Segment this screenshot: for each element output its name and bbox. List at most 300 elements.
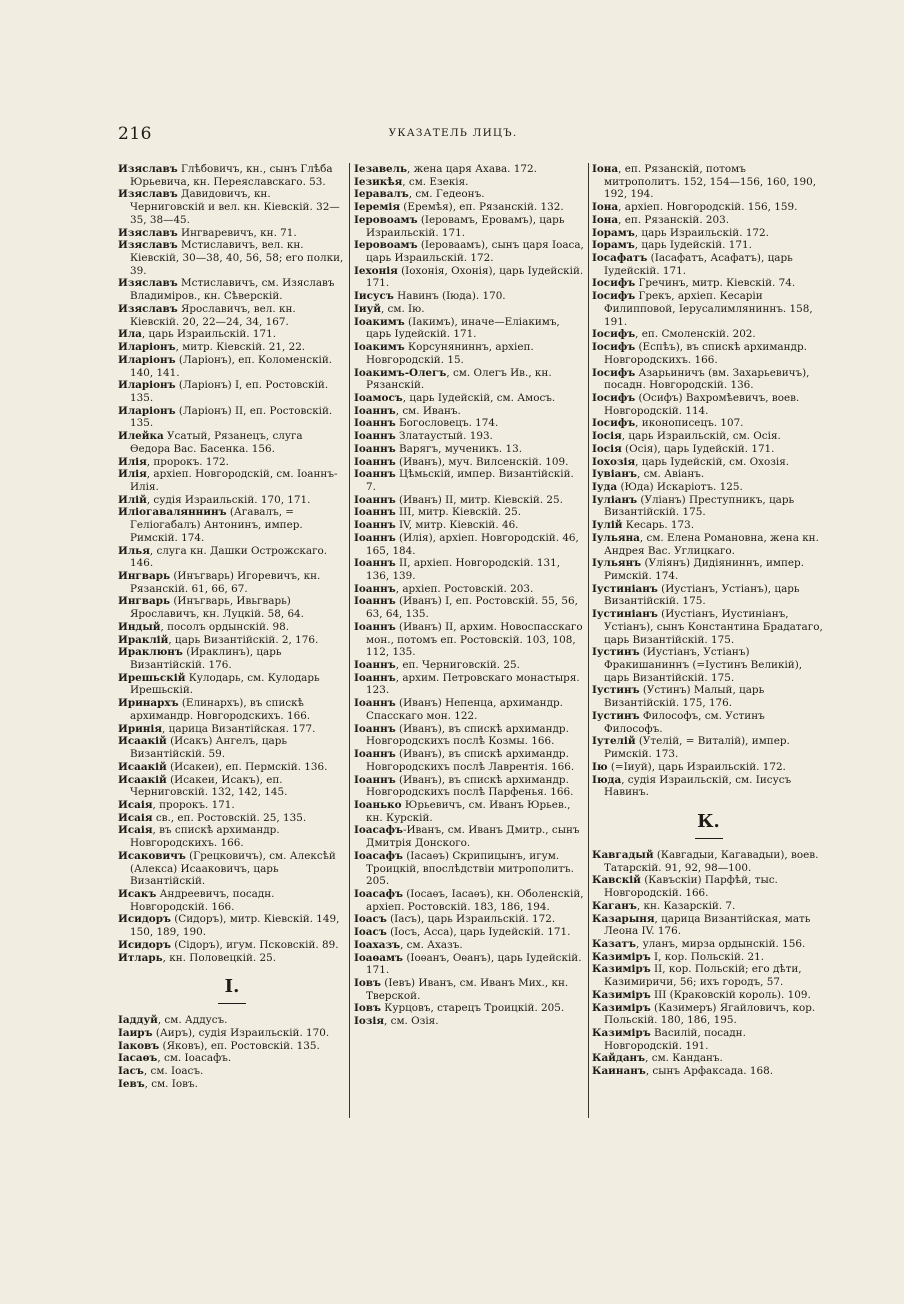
entry-text: (Сідоръ), игум. Псковскій. 89. <box>170 938 339 951</box>
entry-text: (Иванъ) II, митр. Кіевскій. 25. <box>395 493 563 506</box>
column-rule <box>349 163 350 1118</box>
entry-headword: Ію <box>592 760 608 773</box>
entry-headword: Кайданъ <box>592 1052 646 1065</box>
index-entry <box>592 849 825 874</box>
entry-text: , см. Ію. <box>380 302 425 315</box>
entry-text: Глѣбовичъ, кн., сынъ Глѣба Юрьевича, кн. Переяславскаго. 53. <box>130 163 333 188</box>
entry-text: (Іоѳанъ, Оѳанъ), царь Іудейскій. 171. <box>366 951 582 977</box>
entry-text: I, кор. Польскій. 21. <box>650 950 765 963</box>
entry-text: Давидовичъ, кн. Черниговскій и вел. кн. Кіевскій. 32—35, 38—45. <box>130 188 340 226</box>
entry-headword: Казиміръ <box>592 1001 651 1014</box>
entry-headword: Каинанъ <box>592 1065 646 1078</box>
section-letter-heading: К. <box>697 810 720 832</box>
index-entry <box>354 176 586 189</box>
entry-headword: Іоаннъ <box>354 697 396 710</box>
entry-text: , еп. Черниговскій. 25. <box>395 659 520 672</box>
entry-text: , сынъ Арфаксада. 168. <box>645 1065 774 1078</box>
index-entry <box>118 761 346 774</box>
index-entry <box>592 443 825 456</box>
index-entry <box>118 697 346 722</box>
entry-text: , архіеп. Ростовскій. 203. <box>395 582 534 595</box>
entry-headword: Іаиръ <box>118 1027 153 1039</box>
entry-headword: Іустинъ <box>592 684 640 697</box>
entry-headword: Изяславъ <box>118 239 178 252</box>
entry-headword: Ила <box>118 328 142 341</box>
index-entry <box>118 354 346 379</box>
index-entry <box>592 583 825 608</box>
entry-headword: Ингварь <box>118 595 171 608</box>
entry-headword: Іосифъ <box>592 417 636 430</box>
entry-text: Златаустый. 193. <box>395 430 493 443</box>
entry-headword: Іоаннъ <box>354 430 396 443</box>
entry-text: (Іосаѳъ, Іасаѳъ), кн. Оболенскій, архіеп. Ростовскій. 183, 186, 194. <box>366 887 584 913</box>
index-entry <box>592 710 825 735</box>
entry-text: , см. Езекія. <box>402 175 469 188</box>
entry-text: , см. Іоасафъ. <box>157 1052 232 1065</box>
index-entry <box>118 1027 346 1040</box>
index-entry <box>118 723 346 736</box>
entry-headword: Іоаннъ <box>354 404 396 417</box>
index-entry <box>354 316 586 341</box>
entry-headword: Илія <box>118 455 147 468</box>
entry-text: Мстиславичъ, см. Изяславъ Владиміров., кн. Сѣверскій. <box>130 277 335 303</box>
entry-text: III (Краковскій король). 109. <box>650 988 811 1001</box>
entry-text: (Сидоръ), митр. Кіевскій. 149, 150, 189, 190. <box>130 913 340 939</box>
entry-headword: Іосифъ <box>592 366 636 379</box>
index-entry <box>592 277 825 290</box>
entry-text: , см. Иванъ. <box>395 404 461 417</box>
entry-text: (Устинъ) Малый, царь Византійскій. 175, 176. <box>604 684 765 710</box>
entry-headword: Іоасъ <box>354 913 387 926</box>
entry-headword: Іезикѣя <box>354 175 403 188</box>
index-entry <box>592 494 825 519</box>
index-entry <box>354 405 586 418</box>
entry-text: , см. Іовъ. <box>144 1077 198 1090</box>
entry-headword: Изяславъ <box>118 163 178 175</box>
entry-text: (Іасъ), царь Израильскій. 172. <box>386 913 556 926</box>
entry-headword: Іезавель <box>354 163 408 175</box>
index-entry <box>354 188 586 201</box>
index-entry <box>118 1052 346 1065</box>
index-entry <box>592 1002 825 1027</box>
index-entry <box>592 252 825 277</box>
index-entry <box>118 239 346 277</box>
index-entry <box>118 1078 346 1091</box>
entry-headword: Іоаннъ <box>354 671 396 684</box>
entry-text: (Ларіонъ) I, еп. Ростовскій. 135. <box>130 379 329 404</box>
index-entry <box>118 672 346 697</box>
entry-text: (Иванъ), въ спискѣ архимандр. Новгородскихъ послѣ Козмы. 166. <box>366 722 569 748</box>
entry-headword: Иларіонъ <box>118 379 176 392</box>
entry-text: Навинъ (Іюда). 170. <box>393 290 506 303</box>
entry-text: (Инъгварь, Ивьгварь) Ярославичъ, кн. Луцкій. 58, 64. <box>130 595 304 621</box>
entry-headword: Іорамъ <box>592 226 635 239</box>
section-divider <box>218 1003 246 1004</box>
index-entry <box>118 506 346 544</box>
entry-headword: Изяславъ <box>118 302 178 315</box>
entry-text: Богословецъ. 174. <box>395 417 499 430</box>
entry-headword: Іоасафъ <box>354 887 403 900</box>
entry-text: (Осія), царь Іудейскій. 171. <box>621 442 775 455</box>
index-entry <box>354 621 586 659</box>
entry-headword: Іоаннъ <box>354 417 396 430</box>
index-entry <box>118 735 346 760</box>
entry-text: (Иустіанъ, Устіанъ) Фракишаниннъ (=Іустинъ Великій), царь Византійскій. 175. <box>604 646 803 684</box>
index-entry <box>118 163 346 188</box>
entry-text: , царь Израильскій. 171. <box>141 328 277 341</box>
entry-text: , см. Авіанъ. <box>637 468 705 481</box>
index-entry <box>592 367 825 392</box>
entry-headword: Кавскій <box>592 874 641 887</box>
entry-headword: Ираклюнъ <box>118 646 183 659</box>
entry-headword: Іоасъ <box>354 926 387 939</box>
entry-text: (Илія), архіеп. Новгородскій. 46, 165, 184. <box>366 531 579 557</box>
index-entry <box>592 900 825 913</box>
entry-headword: Іоанько <box>354 798 402 811</box>
entry-text: (Іосъ, Асса), царь Іудейскій. 171. <box>386 926 571 939</box>
index-entry <box>118 595 346 620</box>
entry-text: (Осифъ) Вахромѣевичъ, воев. Новгородскій. 114. <box>604 391 800 417</box>
entry-headword: Казиміръ <box>592 963 651 976</box>
entry-headword: Іулій <box>592 519 623 532</box>
entry-text: , иконописецъ. 107. <box>635 417 744 430</box>
entry-text: св., еп. Ростовскій. 25, 135. <box>152 811 307 824</box>
index-entry <box>354 697 586 722</box>
entry-headword: Іевъ <box>118 1077 145 1090</box>
index-entry <box>354 367 586 392</box>
index-entry <box>354 595 586 620</box>
index-entry <box>592 684 825 709</box>
entry-headword: Іувіанъ <box>592 468 637 481</box>
entry-headword: Іорамъ <box>592 239 635 252</box>
entry-text: , см. Олегъ Ив., кн. Рязанскій. <box>366 366 552 392</box>
index-entry <box>592 290 825 328</box>
index-entry <box>118 634 346 647</box>
entry-headword: Іульянъ <box>592 557 642 570</box>
entry-text: (Казимеръ) Ягайловичъ, кор. Польскій. 180, 186, 195. <box>604 1001 816 1027</box>
index-entry <box>118 646 346 671</box>
entry-headword: Іутелій <box>592 735 636 748</box>
entry-headword: Казарыня <box>592 912 655 925</box>
entry-text: , жена царя Ахава. 172. <box>407 163 537 175</box>
entry-headword: Іосія <box>592 430 622 443</box>
entry-text: , см. Ахазъ. <box>400 938 463 951</box>
entry-text: (Іевъ) Иванъ, см. Иванъ Мих., кн. Тверской. <box>366 977 569 1002</box>
entry-headword: Іустинъ <box>592 709 640 722</box>
entry-text: Корсуняниннъ, архіеп. Новгородскій. 15. <box>366 341 534 366</box>
entry-headword: Іоасафъ <box>354 824 403 837</box>
index-entry <box>592 341 825 366</box>
entry-headword: Іосифъ <box>592 391 636 404</box>
index-entry <box>354 239 586 264</box>
index-entry <box>354 659 586 672</box>
entry-headword: Іосія <box>592 442 622 455</box>
index-entry <box>592 874 825 899</box>
entry-headword: Іустинъ <box>592 646 640 659</box>
index-entry <box>354 557 586 582</box>
entry-headword: Іосифъ <box>592 341 636 354</box>
index-entry <box>118 888 346 913</box>
index-entry <box>354 913 586 926</box>
entry-text: , посолъ ордынскій. 98. <box>160 620 290 633</box>
index-entry <box>118 328 346 341</box>
entry-headword: Іосафатъ <box>592 252 648 265</box>
entry-text: (Іасаѳъ) Скрипицынъ, игум. Троицкій, впослѣдствіи митрополитъ. 205. <box>366 849 574 888</box>
entry-headword: Ирешьскій <box>118 671 186 684</box>
index-entry <box>592 227 825 240</box>
entry-headword: Илій <box>118 493 147 506</box>
entry-headword: Исидоръ <box>118 913 171 926</box>
entry-headword: Іоакимъ <box>354 315 405 328</box>
running-title: УКАЗАТЕЛЬ ЛИЦЪ. <box>388 127 518 139</box>
index-entry <box>354 939 586 952</box>
entry-headword: Изяславъ <box>118 188 178 201</box>
index-entry <box>118 468 346 493</box>
entry-headword: Исаакій <box>118 773 167 786</box>
index-entry <box>354 506 586 519</box>
entry-headword: Іульяна <box>592 531 640 544</box>
entry-headword: Илія <box>118 468 147 481</box>
index-entry <box>118 545 346 570</box>
entry-text: (Иустіанъ, Устіанъ), царь Византійскій. 175. <box>604 582 800 608</box>
index-entry <box>118 379 346 404</box>
entry-text: Ингваревичъ, кн. 71. <box>177 226 297 239</box>
entry-headword: Іоакимъ <box>354 341 405 354</box>
entry-headword: Исаія <box>118 798 153 811</box>
entry-text: (Утелій, = Виталій), импер. Римскій. 173. <box>604 735 790 761</box>
index-entry <box>118 939 346 952</box>
entry-headword: Іоаннъ <box>354 506 396 519</box>
entry-text: , кн. Казарскій. 7. <box>636 899 736 912</box>
index-entry <box>592 774 825 799</box>
entry-headword: Іовъ <box>354 1002 381 1015</box>
entry-text: (Ларіонъ), еп. Коломенскій. 140, 141. <box>130 353 333 379</box>
entry-headword: Итларь <box>118 951 163 964</box>
entry-text: (Кавгадыи, Кагавадыи), воев. Татарскій. 91, 92, 98—100. <box>604 848 819 874</box>
entry-headword: Іисусъ <box>354 290 394 303</box>
entry-headword: Иринархъ <box>118 697 179 710</box>
index-entry <box>592 468 825 481</box>
entry-headword: Иларіонъ <box>118 404 176 417</box>
index-entry <box>118 227 346 240</box>
entry-text: , еп. Смоленскій. 202. <box>635 328 756 341</box>
index-entry <box>592 201 825 214</box>
entry-text: III, митр. Кіевскій. 25. <box>395 506 522 519</box>
entry-headword: Иліогаваляннинъ <box>118 506 227 519</box>
index-entry <box>354 1015 586 1028</box>
entry-headword: Іеровоамъ <box>354 239 418 252</box>
entry-headword: Индый <box>118 620 161 633</box>
entry-text: , еп. Рязанскій, потомъ митрополитъ. 152, 154—156, 160, 190, 192, 194. <box>604 163 817 201</box>
entry-text: , судія Израильскій. 170, 171. <box>146 493 311 506</box>
entry-text: (Іероваамъ), сынъ царя Іоаса, царь Израильскій. 172. <box>366 239 584 265</box>
entry-text: (Иванъ), муч. Вилсенскій. 109. <box>395 455 569 468</box>
entry-text: (Юда) Искаріотъ. 125. <box>617 480 743 493</box>
index-entry <box>592 1027 825 1052</box>
entry-headword: Іоаннъ <box>354 722 396 735</box>
index-entry <box>592 989 825 1002</box>
entry-headword: Іоасафъ <box>354 849 403 862</box>
index-entry <box>354 290 586 303</box>
entry-text: (Иванъ), въ спискѣ архимандр. Новгородскихъ послѣ Лаврентія. 166. <box>366 748 575 773</box>
entry-headword: Иларіонъ <box>118 353 176 366</box>
entry-headword: Кавгадый <box>592 848 654 861</box>
page-number: 216 <box>118 124 152 144</box>
entry-headword: Іона <box>592 163 619 175</box>
index-entry <box>592 1065 825 1078</box>
entry-text: (Яковъ), еп. Ростовскій. 135. <box>159 1039 320 1052</box>
entry-text: (Іохонія, Охонія), царь Іудейскій. 171. <box>366 264 584 290</box>
entry-headword: Іоаннъ <box>354 773 396 786</box>
entry-text: , архіеп. Новгородскій. 156, 159. <box>618 201 798 214</box>
entry-text: , царь Израильскій. 172. <box>634 226 769 239</box>
entry-headword: Іиуй <box>354 302 381 315</box>
index-entry <box>118 277 346 302</box>
entry-headword: Іоаѳамъ <box>354 951 404 964</box>
index-entry <box>118 570 346 595</box>
entry-text: , см. Канданъ. <box>645 1052 723 1065</box>
index-entry <box>354 494 586 507</box>
entry-text: Ярославичъ, вел. кн. Кіевскій. 20, 22—24, 34, 167. <box>130 302 296 328</box>
index-entry <box>118 1040 346 1053</box>
entry-headword: Исаія <box>118 811 153 824</box>
entry-headword: Іохозія <box>592 455 636 468</box>
entry-text: , царица Византійская. 177. <box>162 722 316 735</box>
entry-text: Гречинъ, митр. Кіевскій. 74. <box>635 277 796 290</box>
entry-headword: Исаковичъ <box>118 849 186 862</box>
entry-headword: Іона <box>592 213 619 226</box>
entry-headword: Іустиніанъ <box>592 608 658 621</box>
entry-text: , кн. Половецкій. 25. <box>162 951 276 964</box>
index-entry <box>592 239 825 252</box>
entry-headword: Іоаннъ <box>354 659 396 672</box>
section-divider <box>695 838 723 839</box>
entry-headword: Исакъ <box>118 887 157 900</box>
entry-text: Грекъ, архіеп. Кесаріи Филипповой, Іерусалимляниннъ. 158, 191. <box>604 290 813 328</box>
index-entry <box>592 646 825 684</box>
entry-text: , пророкъ. 172. <box>146 455 229 468</box>
entry-text: (Иванъ), въ спискѣ архимандр. Новгородскихъ послѣ Парфенья. 166. <box>366 773 574 799</box>
index-entry <box>354 265 586 290</box>
index-entry <box>354 850 586 888</box>
index-entry <box>592 951 825 964</box>
entry-text: (Кавъскіи) Парфѣй, тыс. Новгородскій. 166. <box>604 874 778 900</box>
entry-headword: Казиміръ <box>592 950 651 963</box>
index-entry <box>118 774 346 799</box>
entry-headword: Іоаннъ <box>354 620 396 633</box>
entry-headword: Іоаннъ <box>354 493 396 506</box>
entry-text: (Иванъ) II, архим. Новоспасскаго мон., потомъ еп. Ростовскій. 103, 108, 112, 135. <box>366 620 583 659</box>
index-entry <box>592 532 825 557</box>
entry-text: (Еремѣя), еп. Рязанскій. 132. <box>400 201 564 214</box>
entry-text: , судія Израильскій, см. Іисусъ Навинъ. <box>604 773 792 799</box>
entry-text: (Иванъ) Непенца, архимандр. Спасскаго мон. 122. <box>366 697 563 722</box>
entry-text: (Еспѣъ), въ спискѣ архимандр. Новгородскихъ. 166. <box>604 341 807 366</box>
index-entry <box>118 303 346 328</box>
index-entry <box>354 532 586 557</box>
entry-headword: Іовъ <box>354 977 381 989</box>
index-entry <box>354 443 586 456</box>
entry-text: (Елинархъ), въ спискѣ архимандр. Новгородскихъ. 166. <box>130 697 311 722</box>
index-entry <box>592 481 825 494</box>
index-entry <box>354 214 586 239</box>
entry-headword: Изяславъ <box>118 277 178 290</box>
entry-text: , еп. Рязанскій. 203. <box>618 213 730 226</box>
entry-text: Кулодарь, см. Кулодарь Ирешьскій. <box>130 671 320 697</box>
entry-text: II, архіеп. Новгородскій. 131, 136, 139. <box>366 557 561 582</box>
entry-text: , см. Елена Романовна, жена кн. Андрея Вас. Углицкаго. <box>604 531 819 557</box>
entry-headword: Иринія <box>118 722 163 735</box>
index-entry <box>354 952 586 977</box>
index-entry <box>592 557 825 582</box>
index-entry <box>592 417 825 430</box>
index-entry <box>354 672 586 697</box>
entry-text: (Иванъ) I, еп. Ростовскій. 55, 56, 63, 64, 135. <box>366 595 578 621</box>
entry-headword: Каганъ <box>592 899 637 912</box>
section-letter-heading: І. <box>224 976 240 998</box>
column-rule <box>588 163 589 1118</box>
entry-headword: Іоаннъ <box>354 748 396 761</box>
index-entry <box>118 456 346 469</box>
entry-text: , царь Израильскій, см. Осія. <box>621 430 781 443</box>
entry-headword: Іасаѳъ <box>118 1052 158 1065</box>
index-entry <box>118 952 346 965</box>
entry-text: , царь Іудейскій, см. Охозія. <box>635 455 790 468</box>
entry-headword: Іуліанъ <box>592 493 638 506</box>
entry-text: (Аиръ), судія Израильскій. 170. <box>152 1027 330 1039</box>
entry-text: Азарьиничъ (вм. Захарьевичъ), посадн. Новгородскій. 136. <box>604 366 810 392</box>
index-entry <box>354 417 586 430</box>
index-entry <box>354 583 586 596</box>
index-column-3 <box>592 163 825 1078</box>
index-entry <box>354 888 586 913</box>
entry-text: (Исакеи), еп. Пермскій. 136. <box>166 760 328 773</box>
entry-headword: Іаддуй <box>118 1014 158 1027</box>
entry-text: IV, митр. Кіевскій. 46. <box>395 519 519 532</box>
index-entry <box>118 824 346 849</box>
index-column-1 <box>118 163 346 1091</box>
index-entry <box>592 938 825 951</box>
entry-headword: Исидоръ <box>118 938 171 951</box>
entry-text: , уланъ, мирза ордынскій. 156. <box>635 937 806 950</box>
entry-text: , царь Византійскій. 2, 176. <box>168 633 319 646</box>
index-entry <box>592 519 825 532</box>
index-entry <box>354 519 586 532</box>
index-entry <box>118 850 346 888</box>
entry-headword: Іоаннъ <box>354 595 396 608</box>
index-entry <box>592 913 825 938</box>
entry-headword: Илейка <box>118 430 164 443</box>
index-entry <box>118 1014 346 1027</box>
index-entry <box>354 341 586 366</box>
entry-text: (Иустіанъ, Иустиніанъ, Устіанъ), сынъ Константина Брадатаго, царь Византійскій. 175. <box>604 608 823 646</box>
index-entry <box>354 430 586 443</box>
entry-text: (Ираклинъ), царь Византійскій. 176. <box>130 646 282 672</box>
entry-headword: Казатъ <box>592 937 636 950</box>
entry-headword: Іаковъ <box>118 1039 160 1052</box>
entry-headword: Іоаннъ <box>354 582 396 595</box>
entry-headword: Іоаннъ <box>354 531 396 544</box>
entry-headword: Іоаннъ <box>354 557 396 570</box>
entry-headword: Іоамосъ <box>354 391 403 404</box>
entry-headword: Іеровоамъ <box>354 213 418 226</box>
index-entry <box>354 163 586 176</box>
index-entry <box>354 774 586 799</box>
index-entry <box>118 799 346 812</box>
entry-text: Андреевичъ, посадн. Новгородскій. 166. <box>130 887 275 913</box>
index-entry <box>592 735 825 760</box>
entry-headword: Іоаннъ <box>354 519 396 532</box>
